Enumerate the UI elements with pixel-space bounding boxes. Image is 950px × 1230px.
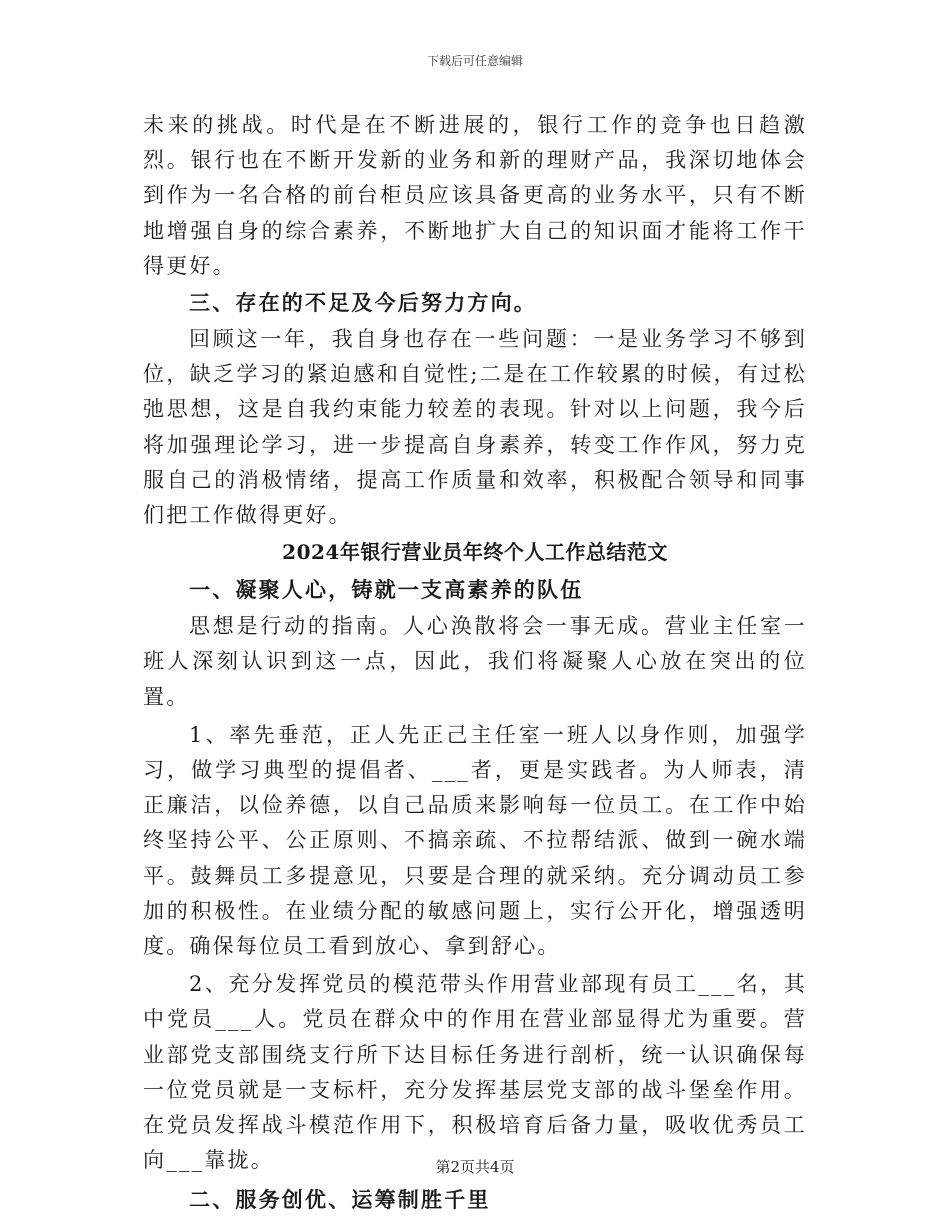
document-body (143, 108, 807, 1219)
page-footer: 第2页共4页 (435, 1158, 515, 1176)
paragraph-review: 回顾这一年，我自身也存在一些问题：一是业务学习不够到位，缺乏学习的紧迫感和自觉性;二是在工作较累的时候，有过松弛思想，这是自我约束能力较差的表现。针对以上问题，我今后将加强理论学习，进一步提高自身素养，转变工作作风，努力克服自己的消极情绪，提高工作质量和效率，积极配合领导和同事们把工作做得更好。 (143, 327, 807, 528)
paragraph-item-2: 2、充分发挥党员的模范带头作用营业部现有员工___名，其中党员___人。党员在群众中的作用在营业部显得尤为重要。营业部党支部围绕支行所下达目标任务进行剖析，统一认识确保每一位党员就是一支标杆，充分发挥基层党支部的战斗堡垒作用。在党员发挥战斗模范作用下，积极培育后备力量，吸收优秀员工向___靠拢。 (143, 972, 807, 1173)
page-header: 下载后可任意编辑 (426, 54, 523, 68)
section-heading-2: 二、服务创优、运筹制胜千里 (189, 1187, 491, 1213)
section-heading-3: 三、存在的不足及今后努力方向。 (189, 290, 537, 316)
document-title: 2024年银行营业员年终个人工作总结范文 (282, 540, 668, 565)
paragraph-continuation: 未来的挑战。时代是在不断进展的，银行工作的竞争也日趋激烈。银行也在不断开发新的业务和新的理财产品，我深切地体会到作为一名合格的前台柜员应该具备更高的业务水平，只有不断地增强自身的综合素养，不断地扩大自己的知识面才能将工作干得更好。 (143, 113, 807, 278)
section-heading-1: 一、凝聚人心，铸就一支高素养的队伍 (189, 577, 584, 603)
paragraph-thought: 思想是行动的指南。人心涣散将会一事无成。营业主任室一班人深刻认识到这一点，因此，我们将凝聚人心放在突出的位置。 (143, 614, 807, 709)
paragraph-item-1: 1、率先垂范，正人先正己主任室一班人以身作则，加强学习，做学习典型的提倡者、___者，更是实践者。为人师表，清正廉洁，以俭养德，以自己品质来影响每一位员工。在工作中始终坚持公平、公正原则、不搞亲疏、不拉帮结派、做到一碗水端平。鼓舞员工多提意见，只要是合理的就采纳。充分调动员工参加的积极性。在业绩分配的敏感问题上，实行公开化，增强透明度。确保每位员工看到放心、拿到舒心。 (143, 722, 807, 959)
